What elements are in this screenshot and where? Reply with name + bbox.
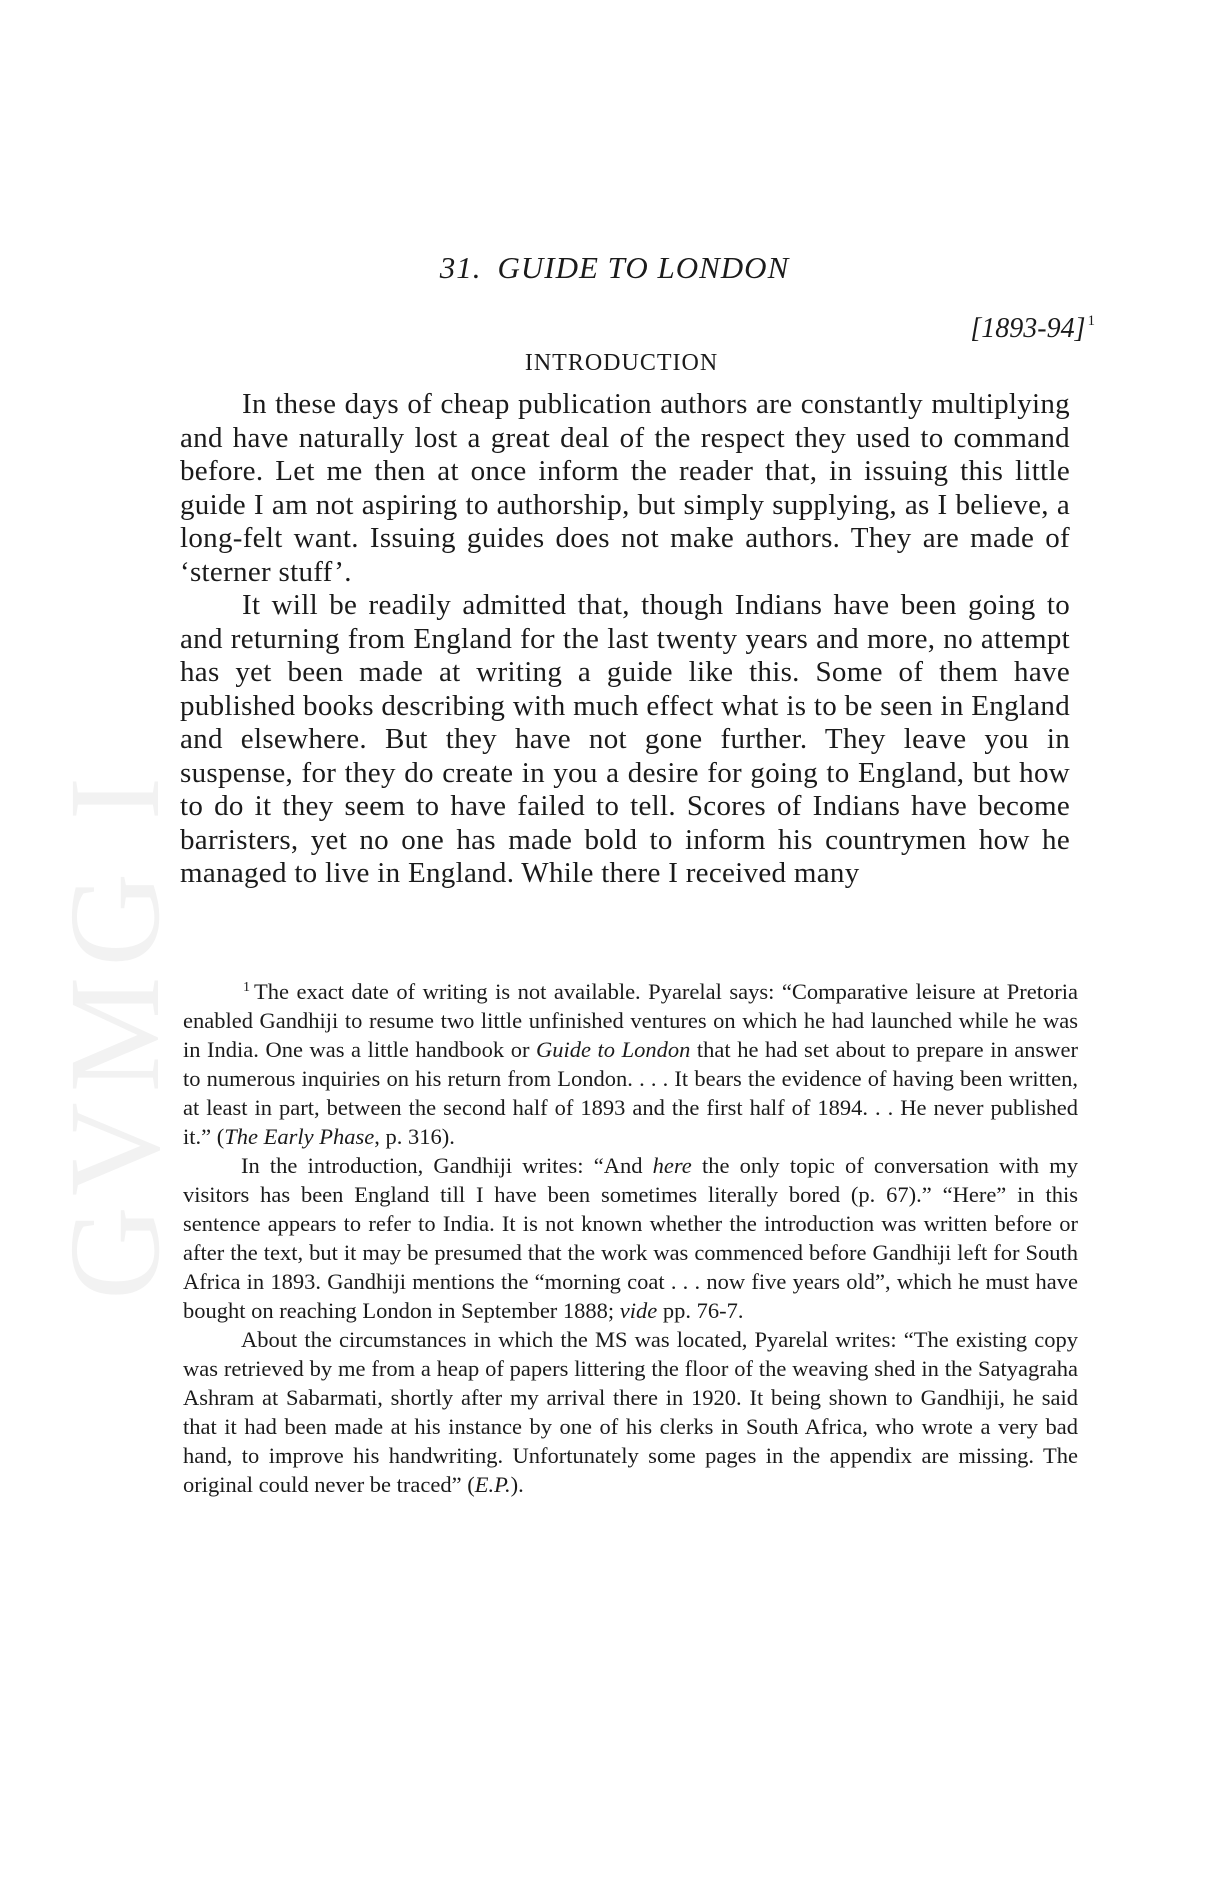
footnote-reference: 1 (1087, 313, 1095, 329)
footnote-3-text-a: About the circumstances in which the MS was located, Pyarelal writes: “The existing copy was retrieved by me from a heap of papers littering the floor of the weaving shed in the Satyagraha Ashram at Sabarmati, shortly after my arrival there in 1920. It being shown to Gandhiji, he said that it had been made at his instance by one of his clerks in South Africa, who wrote a very bad hand, to improve his handwriting. Unfortunately some pages in the appendix are missing. The original could never be traced” ( (183, 1327, 1078, 1497)
footnote-2-text-c: the only topic of conversation with my visitors has been England till I have been sometimes literally bored (p. 67).” “Here” in this sentence appears to refer to India. It is not known whether the introduction was written before or after the text, but it may be presumed that the work was commenced before Gandhiji left for South Africa in 1893. Gandhiji mentions the “morning coat . . . now five years old”, which he must have bought on reaching London in September 1888; (183, 1153, 1078, 1323)
footnote-1-text-a: The exact date of writing is not available. Pyarelal says: “Comparative leisure at Pretoria enabled Gandhiji to resume two little unfinished ventures on which he had launched while he was in India. One was a little handbook or (183, 979, 1078, 1062)
chapter-title-text: GUIDE TO LONDON (497, 250, 790, 285)
body-paragraph-2: It will be readily admitted that, though Indians have been going to and returning from England for the last twenty years and more, no attempt has yet been made at writing a guide like this. Some of them have published books describing with much effect what is to be seen in England and elsewhere. But they have not gone further. They leave you in suspense, for they do create in you a desire for going to England, but how to do it they seem to have failed to tell. Scores of Indians have become barristers, yet no one has made bold to inform his countrymen how he managed to live in England. While there I received many (180, 589, 1070, 889)
body-text (180, 388, 1070, 891)
date-text: [1893-94] (970, 313, 1086, 344)
footnote-2-emphasis-vide: vide (619, 1298, 658, 1323)
chapter-number: 31. (439, 250, 482, 285)
section-heading: INTRODUCTION (524, 350, 719, 376)
footnote-1-text-e: , p. 316). (374, 1124, 455, 1149)
chapter-title (0, 250, 1229, 286)
watermark: GVMG I (43, 766, 187, 1300)
footnote-1 (183, 973, 1078, 1151)
footnote-2-text-e: pp. 76-7. (657, 1298, 744, 1323)
footnote-3-abbrev-ep: E.P. (474, 1472, 511, 1497)
footnote-1-title-guide: Guide to London (536, 1037, 691, 1062)
date-line (970, 313, 1095, 345)
footnote-paragraph-2 (183, 1151, 1078, 1325)
footnote-1-text-c: that he had set about to prepare in answer to numerous inquiries on his return from London. . . . It bears the evidence of having been written, at least in part, between the second half of 1893 and the first half of 1894. . . He never published it.” ( (183, 1037, 1078, 1149)
footnote-1-title-early-phase: The Early Phase (224, 1124, 375, 1149)
footnote-2-emphasis-here: here (652, 1153, 692, 1178)
footnote-2-text-a: In the introduction, Gandhiji writes: “And (241, 1153, 653, 1178)
footnotes (183, 973, 1078, 1499)
body-paragraph-1: In these days of cheap publication authors are constantly multiplying and have naturally lost a great deal of the respect they used to command before. Let me then at once inform the reader that, in issuing this little guide I am not aspiring to authorship, but simply supplying, as I believe, a long-felt want. Issuing guides does not make authors. They are made of ‘sterner stuff’. (180, 388, 1070, 588)
footnote-3-text-c: ). (510, 1472, 524, 1497)
footnote-paragraph-3 (183, 1325, 1078, 1499)
footnote-marker: 1 (243, 980, 250, 995)
